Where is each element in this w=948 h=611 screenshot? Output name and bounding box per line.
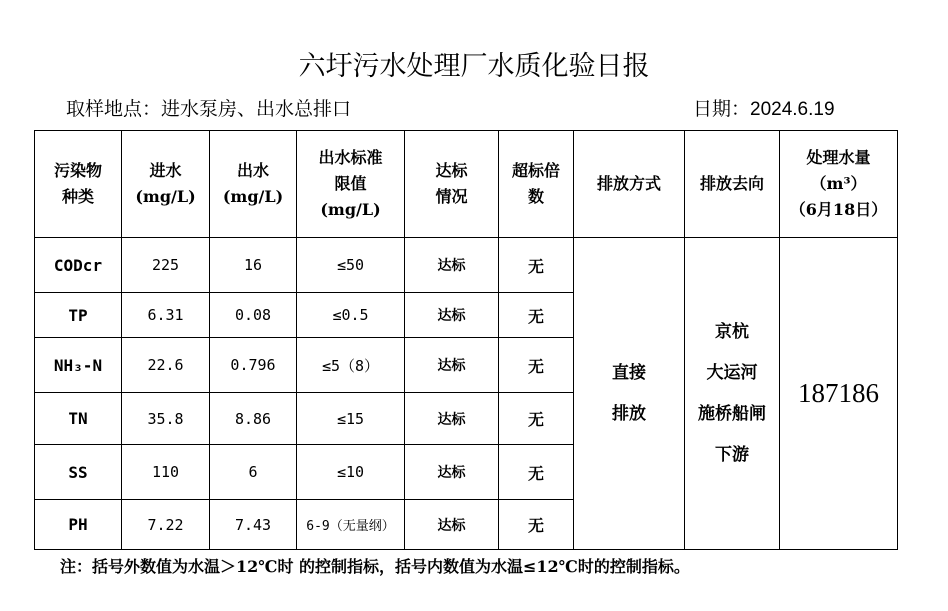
pollutant-name: CODcr	[35, 238, 122, 293]
header-pollutant: 污染物 种类	[35, 131, 122, 238]
discharge-method-cell: 直接 排放	[574, 238, 685, 550]
header-discharge-dest: 排放去向	[685, 131, 780, 238]
exceed-value: 无	[499, 445, 574, 500]
limit-value: 6-9（无量纲）	[297, 500, 405, 550]
table-row	[35, 238, 898, 293]
outflow-value: 7.43	[210, 500, 297, 550]
status-value: 达标	[405, 238, 499, 293]
header-limit: 出水标准 限值 (mg/L)	[297, 131, 405, 238]
inflow-value: 7.22	[122, 500, 210, 550]
inflow-value: 110	[122, 445, 210, 500]
pollutant-name: SS	[35, 445, 122, 500]
limit-value: ≤50	[297, 238, 405, 293]
inflow-value: 22.6	[122, 338, 210, 393]
exceed-value: 无	[499, 338, 574, 393]
pollutant-name: NH₃-N	[35, 338, 122, 393]
sampling-location: 取样地点：进水泵房、出水总排口	[66, 98, 352, 120]
report-date: 日期：2024.6.19	[693, 99, 835, 120]
exceed-value: 无	[499, 393, 574, 445]
header-outflow: 出水 (mg/L)	[210, 131, 297, 238]
header-volume: 处理水量 （m³） （6月18日）	[780, 131, 898, 238]
outflow-value: 8.86	[210, 393, 297, 445]
footnote: 注：括号外数值为水温＞12℃时 的控制指标，括号内数值为水温≤12℃时的控制指标。	[60, 557, 690, 576]
header-inflow: 进水 (mg/L)	[122, 131, 210, 238]
header-status: 达标 情况	[405, 131, 499, 238]
limit-value: ≤0.5	[297, 293, 405, 338]
status-value: 达标	[405, 338, 499, 393]
limit-value: ≤10	[297, 445, 405, 500]
limit-value: ≤15	[297, 393, 405, 445]
status-value: 达标	[405, 500, 499, 550]
status-value: 达标	[405, 293, 499, 338]
header-exceed: 超标倍 数	[499, 131, 574, 238]
pollutant-name: TP	[35, 293, 122, 338]
water-quality-table	[34, 130, 898, 550]
discharge-destination-cell: 京杭 大运河 施桥船闸 下游	[685, 238, 780, 550]
report-title: 六圩污水处理厂水质化验日报	[298, 51, 650, 82]
inflow-value: 225	[122, 238, 210, 293]
outflow-value: 6	[210, 445, 297, 500]
header-row	[35, 131, 898, 238]
pollutant-name: TN	[35, 393, 122, 445]
exceed-value: 无	[499, 500, 574, 550]
status-value: 达标	[405, 445, 499, 500]
limit-value: ≤5（8）	[297, 338, 405, 393]
exceed-value: 无	[499, 293, 574, 338]
status-value: 达标	[405, 393, 499, 445]
header-discharge-method: 排放方式	[574, 131, 685, 238]
inflow-value: 6.31	[122, 293, 210, 338]
exceed-value: 无	[499, 238, 574, 293]
outflow-value: 0.08	[210, 293, 297, 338]
pollutant-name: PH	[35, 500, 122, 550]
inflow-value: 35.8	[122, 393, 210, 445]
treated-volume-value: 187186	[780, 238, 898, 550]
outflow-value: 16	[210, 238, 297, 293]
outflow-value: 0.796	[210, 338, 297, 393]
